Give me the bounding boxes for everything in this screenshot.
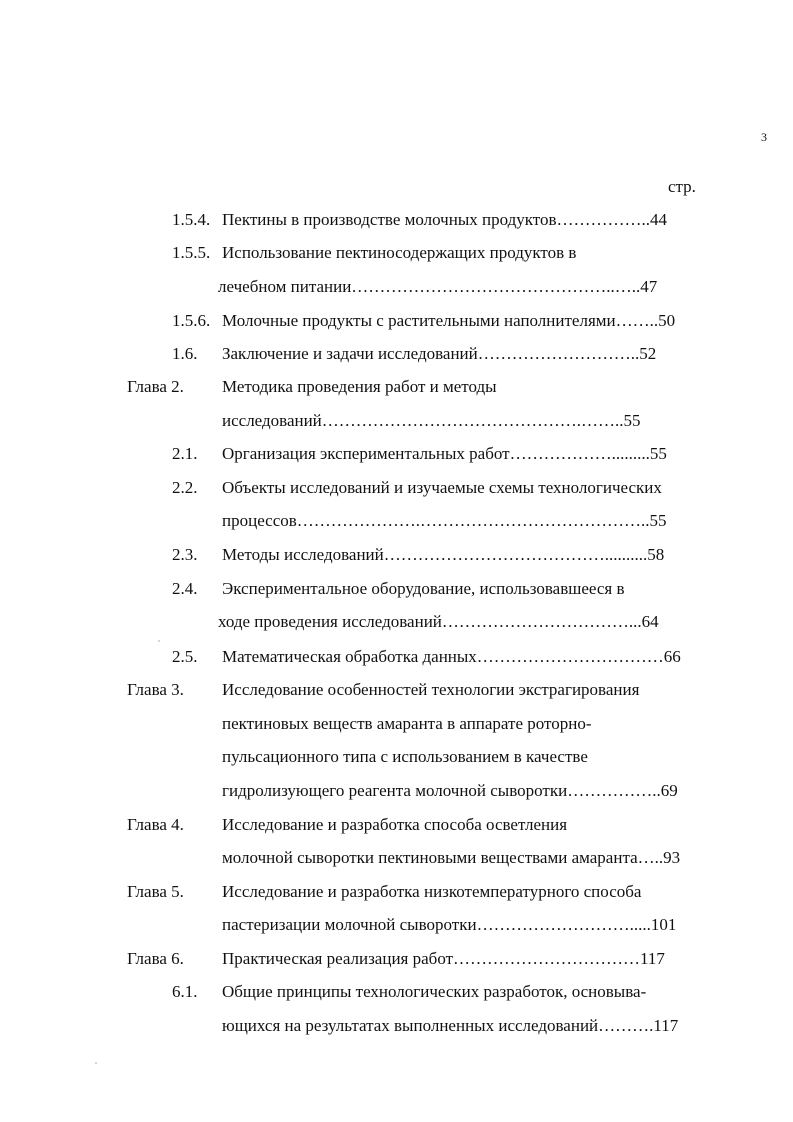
toc-entry-text: Заключение и задачи исследований………………………..52 bbox=[222, 344, 657, 363]
toc-entry-text: Пектины в производстве молочных продуктов……………..44 bbox=[222, 210, 668, 229]
toc-entry-text: Объекты исследований и изучаемые схемы технологических bbox=[222, 478, 662, 497]
toc-entry-label: 2.4. bbox=[172, 579, 198, 598]
toc-entry-label: 2.2. bbox=[172, 478, 198, 497]
toc-entry-text: Экспериментальное оборудование, использовавшееся в bbox=[222, 579, 625, 598]
toc-entry-text: гидролизующего реагента молочной сыворотки……………..69 bbox=[222, 781, 678, 800]
scan-speck bbox=[95, 1062, 97, 1064]
toc-entry-text: пастеризации молочной сыворотки……………………….....101 bbox=[222, 915, 677, 934]
toc-entry-label: 1.5.5. bbox=[172, 243, 211, 262]
toc-entry-text: Организация экспериментальных работ……………….........55 bbox=[222, 444, 667, 463]
toc-entry-text: Использование пектиносодержащих продуктов в bbox=[222, 243, 577, 262]
toc-entry-label: 2.1. bbox=[172, 444, 198, 463]
toc-entry-label: 6.1. bbox=[172, 982, 198, 1001]
toc-entry-text: пульсационного типа с использованием в качестве bbox=[222, 747, 588, 766]
toc-entry-label: 1.5.6. bbox=[172, 311, 211, 330]
toc-entry-text: Методика проведения работ и методы bbox=[222, 377, 497, 396]
toc-chapter-label: Глава 5. bbox=[127, 882, 184, 901]
toc-chapter-label: Глава 2. bbox=[127, 377, 184, 396]
toc-entry-text: Исследование особенностей технологии экстрагирования bbox=[222, 680, 640, 699]
toc-entry-text: Исследование и разработка низкотемпературного способа bbox=[222, 882, 642, 901]
toc-entry-text: процессов………………….…………………………………..55 bbox=[222, 511, 667, 530]
toc-entry-label: 2.5. bbox=[172, 647, 198, 666]
toc-chapter-label: Глава 6. bbox=[127, 949, 184, 968]
toc-entry-label: 2.3. bbox=[172, 545, 198, 564]
scan-speck bbox=[158, 640, 160, 642]
toc-entry-text: ходе проведения исследований……………………………...64 bbox=[218, 612, 659, 631]
toc-entry-label: 1.6. bbox=[172, 344, 198, 363]
toc-entry-text: Исследование и разработка способа осветления bbox=[222, 815, 568, 834]
toc-entry-text: Практическая реализация работ……………………………117 bbox=[222, 949, 665, 968]
toc-chapter-label: Глава 4. bbox=[127, 815, 184, 834]
toc-entry-text: Общие принципы технологических разработок, основыва- bbox=[222, 982, 647, 1001]
toc-entry-text: Молочные продукты с растительными наполнителями……..50 bbox=[222, 311, 676, 330]
page-number: 3 bbox=[761, 130, 767, 144]
toc-chapter-label: Глава 3. bbox=[127, 680, 184, 699]
toc-entry-text: лечебном питании………………………………………..…..47 bbox=[218, 277, 658, 296]
toc-entry-text: Методы исследований…………………………………..........58 bbox=[222, 545, 665, 564]
toc-entry-text: исследований……………………………………….……..55 bbox=[222, 411, 641, 430]
toc-entry-text: пектиновых веществ амаранта в аппарате роторно- bbox=[222, 714, 592, 733]
toc-entry-label: 1.5.4. bbox=[172, 210, 211, 229]
toc-entry-text: ющихся на результатах выполненных исследований……….117 bbox=[222, 1016, 679, 1035]
toc-entry-text: молочной сыворотки пектиновыми веществами амаранта…..93 bbox=[222, 848, 681, 867]
toc-entry-text: Математическая обработка данных……………………………66 bbox=[222, 647, 681, 666]
page-column-label: стр. bbox=[668, 177, 696, 196]
